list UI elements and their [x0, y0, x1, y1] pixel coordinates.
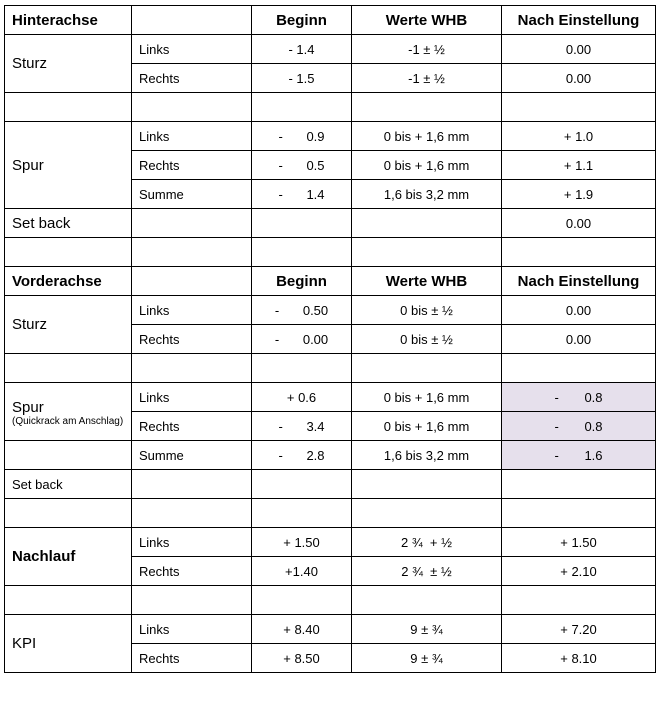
table-row [5, 441, 656, 470]
beginn-value: +1.40 [252, 557, 352, 586]
nach-value: + 1.0 [502, 122, 656, 151]
spacer-row [5, 238, 656, 267]
werte-value: -1 ± ½ [352, 64, 502, 93]
table-row [5, 615, 656, 644]
nach-value-highlighted: - 1.6 [502, 441, 656, 470]
nach-value: 0.00 [502, 296, 656, 325]
rear-setback-label: Set back [5, 209, 132, 238]
beginn-value: - 1.4 [252, 35, 352, 64]
front-spur-title: Spur [12, 398, 44, 416]
front-axle-title: Vorderachse [5, 267, 132, 296]
beginn-value: - 0.50 [252, 296, 352, 325]
beginn-value: - 0.00 [252, 325, 352, 354]
side-label: Rechts [132, 64, 252, 93]
beginn-value: + 8.50 [252, 644, 352, 673]
front-header-row [5, 267, 656, 296]
side-label: Rechts [132, 325, 252, 354]
header-beginn: Beginn [252, 267, 352, 296]
header-beginn: Beginn [252, 6, 352, 35]
header-werte-whb: Werte WHB [352, 6, 502, 35]
nach-value: + 1.9 [502, 180, 656, 209]
side-label: Rechts [132, 557, 252, 586]
rear-header-row [5, 6, 656, 35]
spacer-row [5, 354, 656, 383]
spacer-row [5, 93, 656, 122]
nach-value-highlighted: - 0.8 [502, 383, 656, 412]
nach-value: + 8.10 [502, 644, 656, 673]
werte-value: 0 bis ± ½ [352, 325, 502, 354]
side-label: Links [132, 122, 252, 151]
nach-value: + 2.10 [502, 557, 656, 586]
werte-value: -1 ± ½ [352, 35, 502, 64]
werte-value: 0 bis + 1,6 mm [352, 383, 502, 412]
werte-value: 0 bis + 1,6 mm [352, 122, 502, 151]
beginn-value: - 1.5 [252, 64, 352, 93]
kpi-label: KPI [5, 615, 132, 673]
side-label: Links [132, 615, 252, 644]
werte-value: 0 bis + 1,6 mm [352, 151, 502, 180]
side-label: Summe [132, 441, 252, 470]
nach-value: + 1.1 [502, 151, 656, 180]
table-row [5, 209, 656, 238]
table-row [5, 35, 656, 64]
side-label: Links [132, 383, 252, 412]
werte-value: 0 bis ± ½ [352, 296, 502, 325]
empty-cell [132, 267, 252, 296]
werte-value: 9 ± ¾ [352, 644, 502, 673]
table-row [5, 528, 656, 557]
beginn-value: + 1.50 [252, 528, 352, 557]
side-label: Rechts [132, 644, 252, 673]
werte-value: 9 ± ¾ [352, 615, 502, 644]
empty-cell [5, 441, 132, 470]
table-row [5, 383, 656, 412]
table-row [5, 296, 656, 325]
werte-value: 1,6 bis 3,2 mm [352, 180, 502, 209]
side-label: Summe [132, 180, 252, 209]
front-spur-label [5, 383, 132, 441]
header-nach-einstellung: Nach Einstellung [502, 267, 656, 296]
werte-value: 2 ¾ ± ½ [352, 557, 502, 586]
alignment-table [4, 5, 656, 673]
beginn-value: - 0.9 [252, 122, 352, 151]
nach-value: 0.00 [502, 64, 656, 93]
front-spur-sublabel: (Quickrack am Anschlag) [12, 415, 124, 427]
spacer-row [5, 586, 656, 615]
side-label: Rechts [132, 412, 252, 441]
beginn-value: - 3.4 [252, 412, 352, 441]
side-label: Rechts [132, 151, 252, 180]
beginn-value: - 0.5 [252, 151, 352, 180]
front-sturz-label: Sturz [5, 296, 132, 354]
rear-sturz-label: Sturz [5, 35, 132, 93]
spacer-row [5, 499, 656, 528]
table-row [5, 122, 656, 151]
rear-axle-title: Hinterachse [5, 6, 132, 35]
nach-value: 0.00 [502, 209, 656, 238]
front-setback-label: Set back [5, 470, 132, 499]
side-label: Links [132, 35, 252, 64]
header-werte-whb: Werte WHB [352, 267, 502, 296]
beginn-value: + 0.6 [252, 383, 352, 412]
table-row [5, 470, 656, 499]
werte-value: 0 bis + 1,6 mm [352, 412, 502, 441]
header-nach-einstellung: Nach Einstellung [502, 6, 656, 35]
rear-spur-label: Spur [5, 122, 132, 209]
werte-value: 2 ¾ + ½ [352, 528, 502, 557]
side-label: Links [132, 296, 252, 325]
nach-value: + 1.50 [502, 528, 656, 557]
nachlauf-label: Nachlauf [5, 528, 132, 586]
nach-value: 0.00 [502, 325, 656, 354]
werte-value: 1,6 bis 3,2 mm [352, 441, 502, 470]
nach-value: + 7.20 [502, 615, 656, 644]
beginn-value: - 2.8 [252, 441, 352, 470]
side-label: Links [132, 528, 252, 557]
empty-cell [132, 6, 252, 35]
beginn-value: + 8.40 [252, 615, 352, 644]
beginn-value: - 1.4 [252, 180, 352, 209]
nach-value-highlighted: - 0.8 [502, 412, 656, 441]
nach-value: 0.00 [502, 35, 656, 64]
